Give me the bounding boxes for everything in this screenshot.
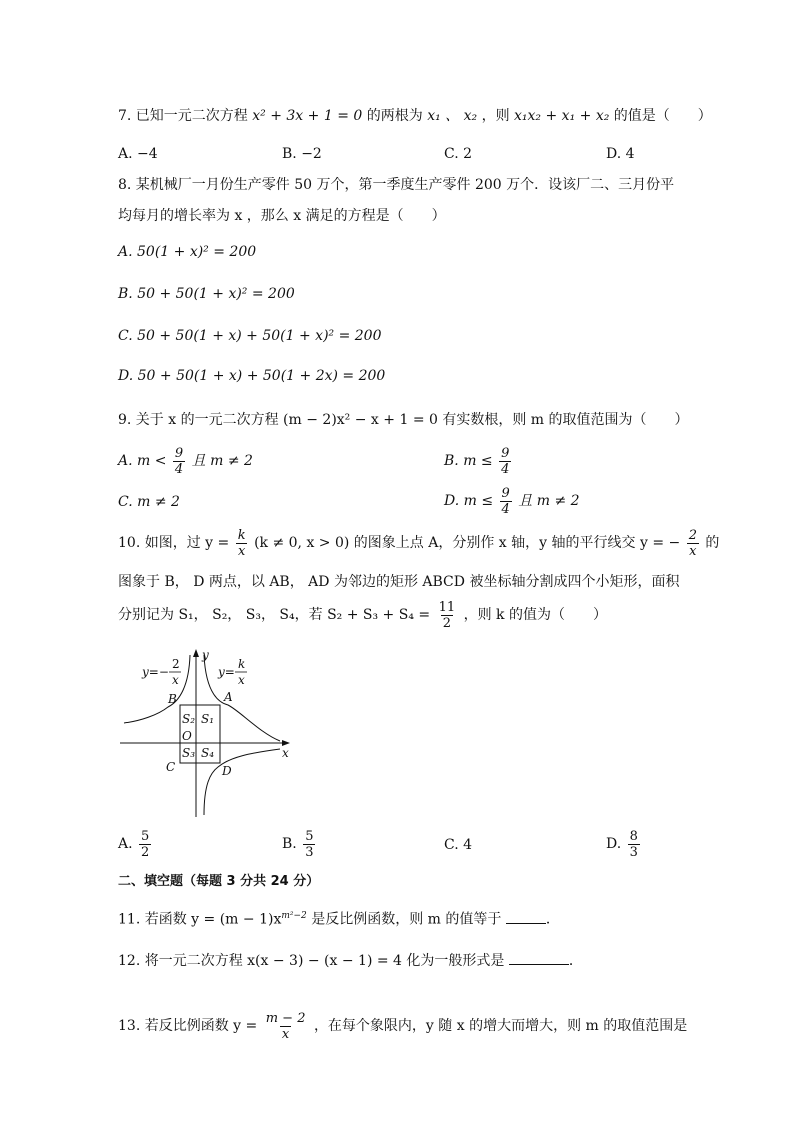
q10-l1-pre: 10. 如图，过 y = [118, 535, 230, 551]
q7-stem-mid: 的两根为 [366, 108, 423, 124]
q13-post: ，在每个象限内，y 随 x 的增大而增大，则 m 的取值范围是 [313, 1018, 688, 1034]
q8-stem-line1: 8. 某机械厂一月份生产零件 50 万个，第一季度生产零件 200 万个．设该厂二、三月份平 [118, 177, 675, 193]
q7-equation: x² + 3x + 1 = 0 [252, 108, 363, 124]
q9-option-a-num: 9 [174, 445, 184, 461]
label-y: y [202, 648, 209, 662]
q8-option-d: D. 50 + 50(1 + x) + 50(1 + 2x) = 200 [118, 368, 386, 384]
q10-figure [110, 645, 310, 820]
label-B: B [168, 692, 177, 706]
q10-option-d [606, 826, 642, 862]
q10-option-a-num: 5 [141, 828, 150, 844]
q7-stem [118, 106, 712, 126]
fig-left-den: x [172, 673, 179, 687]
fig-right-eq: y= [218, 665, 235, 679]
q13-pre: 13. 若反比例函数 y = [118, 1018, 258, 1034]
q13-frac [264, 1011, 308, 1042]
q10-option-a-den: 2 [141, 844, 150, 860]
label-C: C [166, 760, 176, 774]
q10-l1-den: x [237, 543, 246, 559]
q11-answer-blank[interactable] [506, 909, 546, 924]
fig-right-den: x [238, 673, 245, 687]
q8-option-a: A. 50(1 + x)² = 200 [118, 244, 257, 260]
q7-expr: x₁x₂ + x₁ + x₂ [514, 108, 610, 124]
label-x: x [282, 746, 289, 760]
q10-l1-frac1 [236, 528, 248, 559]
q13-den: x [281, 1026, 290, 1042]
q10-l3-den: 2 [442, 615, 451, 631]
q7-option-c: C. 2 [444, 146, 473, 162]
q10-option-d-den: 3 [629, 844, 638, 860]
q7-stem-pre: 7. 已知一元二次方程 [118, 108, 248, 124]
q13-stem [118, 1008, 687, 1044]
q12-end: ． [568, 953, 583, 969]
q7-roots: x₁ 、 x₂ [427, 108, 478, 124]
q7-option-d: D. 4 [606, 146, 635, 162]
q9-option-d-frac [500, 486, 512, 517]
q7-stem-post: ，则 [481, 108, 510, 124]
q10-option-c: C. 4 [444, 837, 473, 853]
y-axis-arrow [193, 649, 199, 657]
q9-option-b-den: 4 [501, 461, 510, 477]
q9-option-d-den: 4 [501, 501, 510, 517]
q9-option-a-pre: A. m < [118, 453, 167, 469]
q10-l3-pre: 分别记为 S₁， S₂， S₃， S₄，若 S₂ + S₃ + S₄ = [118, 607, 431, 623]
label-O: O [182, 729, 192, 743]
q10-l1-end: 的 [705, 535, 720, 551]
q10-option-d-label: D. [606, 836, 622, 852]
q10-l3-frac [437, 600, 458, 631]
q9-option-d-pre: D. m ≤ [444, 493, 494, 509]
section-2-heading: 二、填空题（每题 3 分共 24 分） [118, 874, 320, 889]
q11-exponent: m²−2 [281, 911, 307, 921]
label-S1: S₁ [201, 712, 215, 726]
q10-option-b-frac [303, 829, 315, 860]
q9-option-d-post: 且 m ≠ 2 [518, 493, 580, 509]
q7-option-a: A. −4 [118, 146, 158, 162]
q10-l1-num2: 2 [688, 527, 697, 543]
q10-stem-line3 [118, 598, 607, 632]
q7-stem-end: 的值是（ ） [613, 108, 712, 124]
q10-l1-mid: (k ≠ 0, x > 0) 的图象上点 A，分别作 x 轴，y 轴的平行线交 y = − [254, 535, 681, 551]
q12-answer-blank[interactable] [509, 950, 569, 965]
label-S4: S₄ [201, 746, 215, 760]
label-A: A [224, 690, 233, 704]
q10-option-b [282, 826, 317, 862]
label-S2: S₂ [182, 712, 196, 726]
q10-l3-post: ，则 k 的值为（ ） [463, 607, 607, 623]
q10-option-d-num: 8 [629, 828, 638, 844]
fig-right-num: k [238, 657, 246, 671]
q10-option-b-den: 3 [305, 844, 314, 860]
q9-option-c: C. m ≠ 2 [118, 494, 180, 510]
q10-stem-line1 [118, 526, 719, 560]
curve-neg2-over-x-q4 [204, 749, 280, 815]
q10-l1-den2: x [689, 543, 697, 559]
q9-option-b-num: 9 [501, 445, 510, 461]
q10-option-a [118, 826, 153, 862]
q9-option-b-frac [499, 446, 511, 477]
q9-stem: 9. 关于 x 的一元二次方程 (m − 2)x² − x + 1 = 0 有实数根，则 m 的取值范围为（ ） [118, 412, 689, 428]
q10-option-a-label: A. [118, 836, 133, 852]
fig-left-eq: y=− [142, 665, 169, 679]
q8-stem-line2: 均每月的增长率为 x ，那么 x 满足的方程是（ ） [118, 208, 446, 224]
q10-l1-frac2 [687, 528, 699, 559]
label-D: D [222, 764, 232, 778]
q11-stem [118, 906, 560, 930]
q9-option-a [118, 444, 253, 478]
q10-l3-num: 11 [438, 599, 456, 615]
q8-option-c: C. 50 + 50(1 + x) + 50(1 + x)² = 200 [118, 328, 382, 344]
q13-num: m − 2 [265, 1010, 306, 1026]
q10-l1-num: k [237, 527, 246, 543]
q7-option-b: B. −2 [282, 146, 322, 162]
q10-option-d-frac [628, 829, 640, 860]
q9-option-d [444, 484, 580, 518]
q8-option-b: B. 50 + 50(1 + x)² = 200 [118, 286, 295, 302]
q9-option-b [444, 444, 513, 478]
q9-option-d-num: 9 [501, 485, 510, 501]
q12-pre: 12. 将一元二次方程 x(x − 3) − (x − 1) = 4 化为一般形式是 [118, 953, 505, 969]
q10-option-b-label: B. [282, 836, 297, 852]
q11-pre: 11. 若函数 y = (m − 1)x [118, 911, 282, 928]
q9-option-a-post: 且 m ≠ 2 [191, 453, 253, 469]
q10-stem-line2: 图象于 B， D 两点，以 AB， AD 为邻边的矩形 ABCD 被坐标轴分割成四个小矩形，面积 [118, 574, 680, 590]
q10-option-a-frac [139, 829, 151, 860]
q10-option-b-num: 5 [305, 828, 314, 844]
q12-stem [118, 950, 583, 971]
q9-option-a-den: 4 [174, 461, 184, 477]
q9-option-b-pre: B. m ≤ [444, 453, 493, 469]
fig-left-num: 2 [172, 657, 180, 671]
q9-option-a-frac [173, 446, 185, 477]
label-S3: S₃ [182, 746, 196, 760]
q11-end: ． [545, 911, 560, 928]
q11-post: 是反比例函数，则 m 的值等于 [311, 911, 502, 928]
